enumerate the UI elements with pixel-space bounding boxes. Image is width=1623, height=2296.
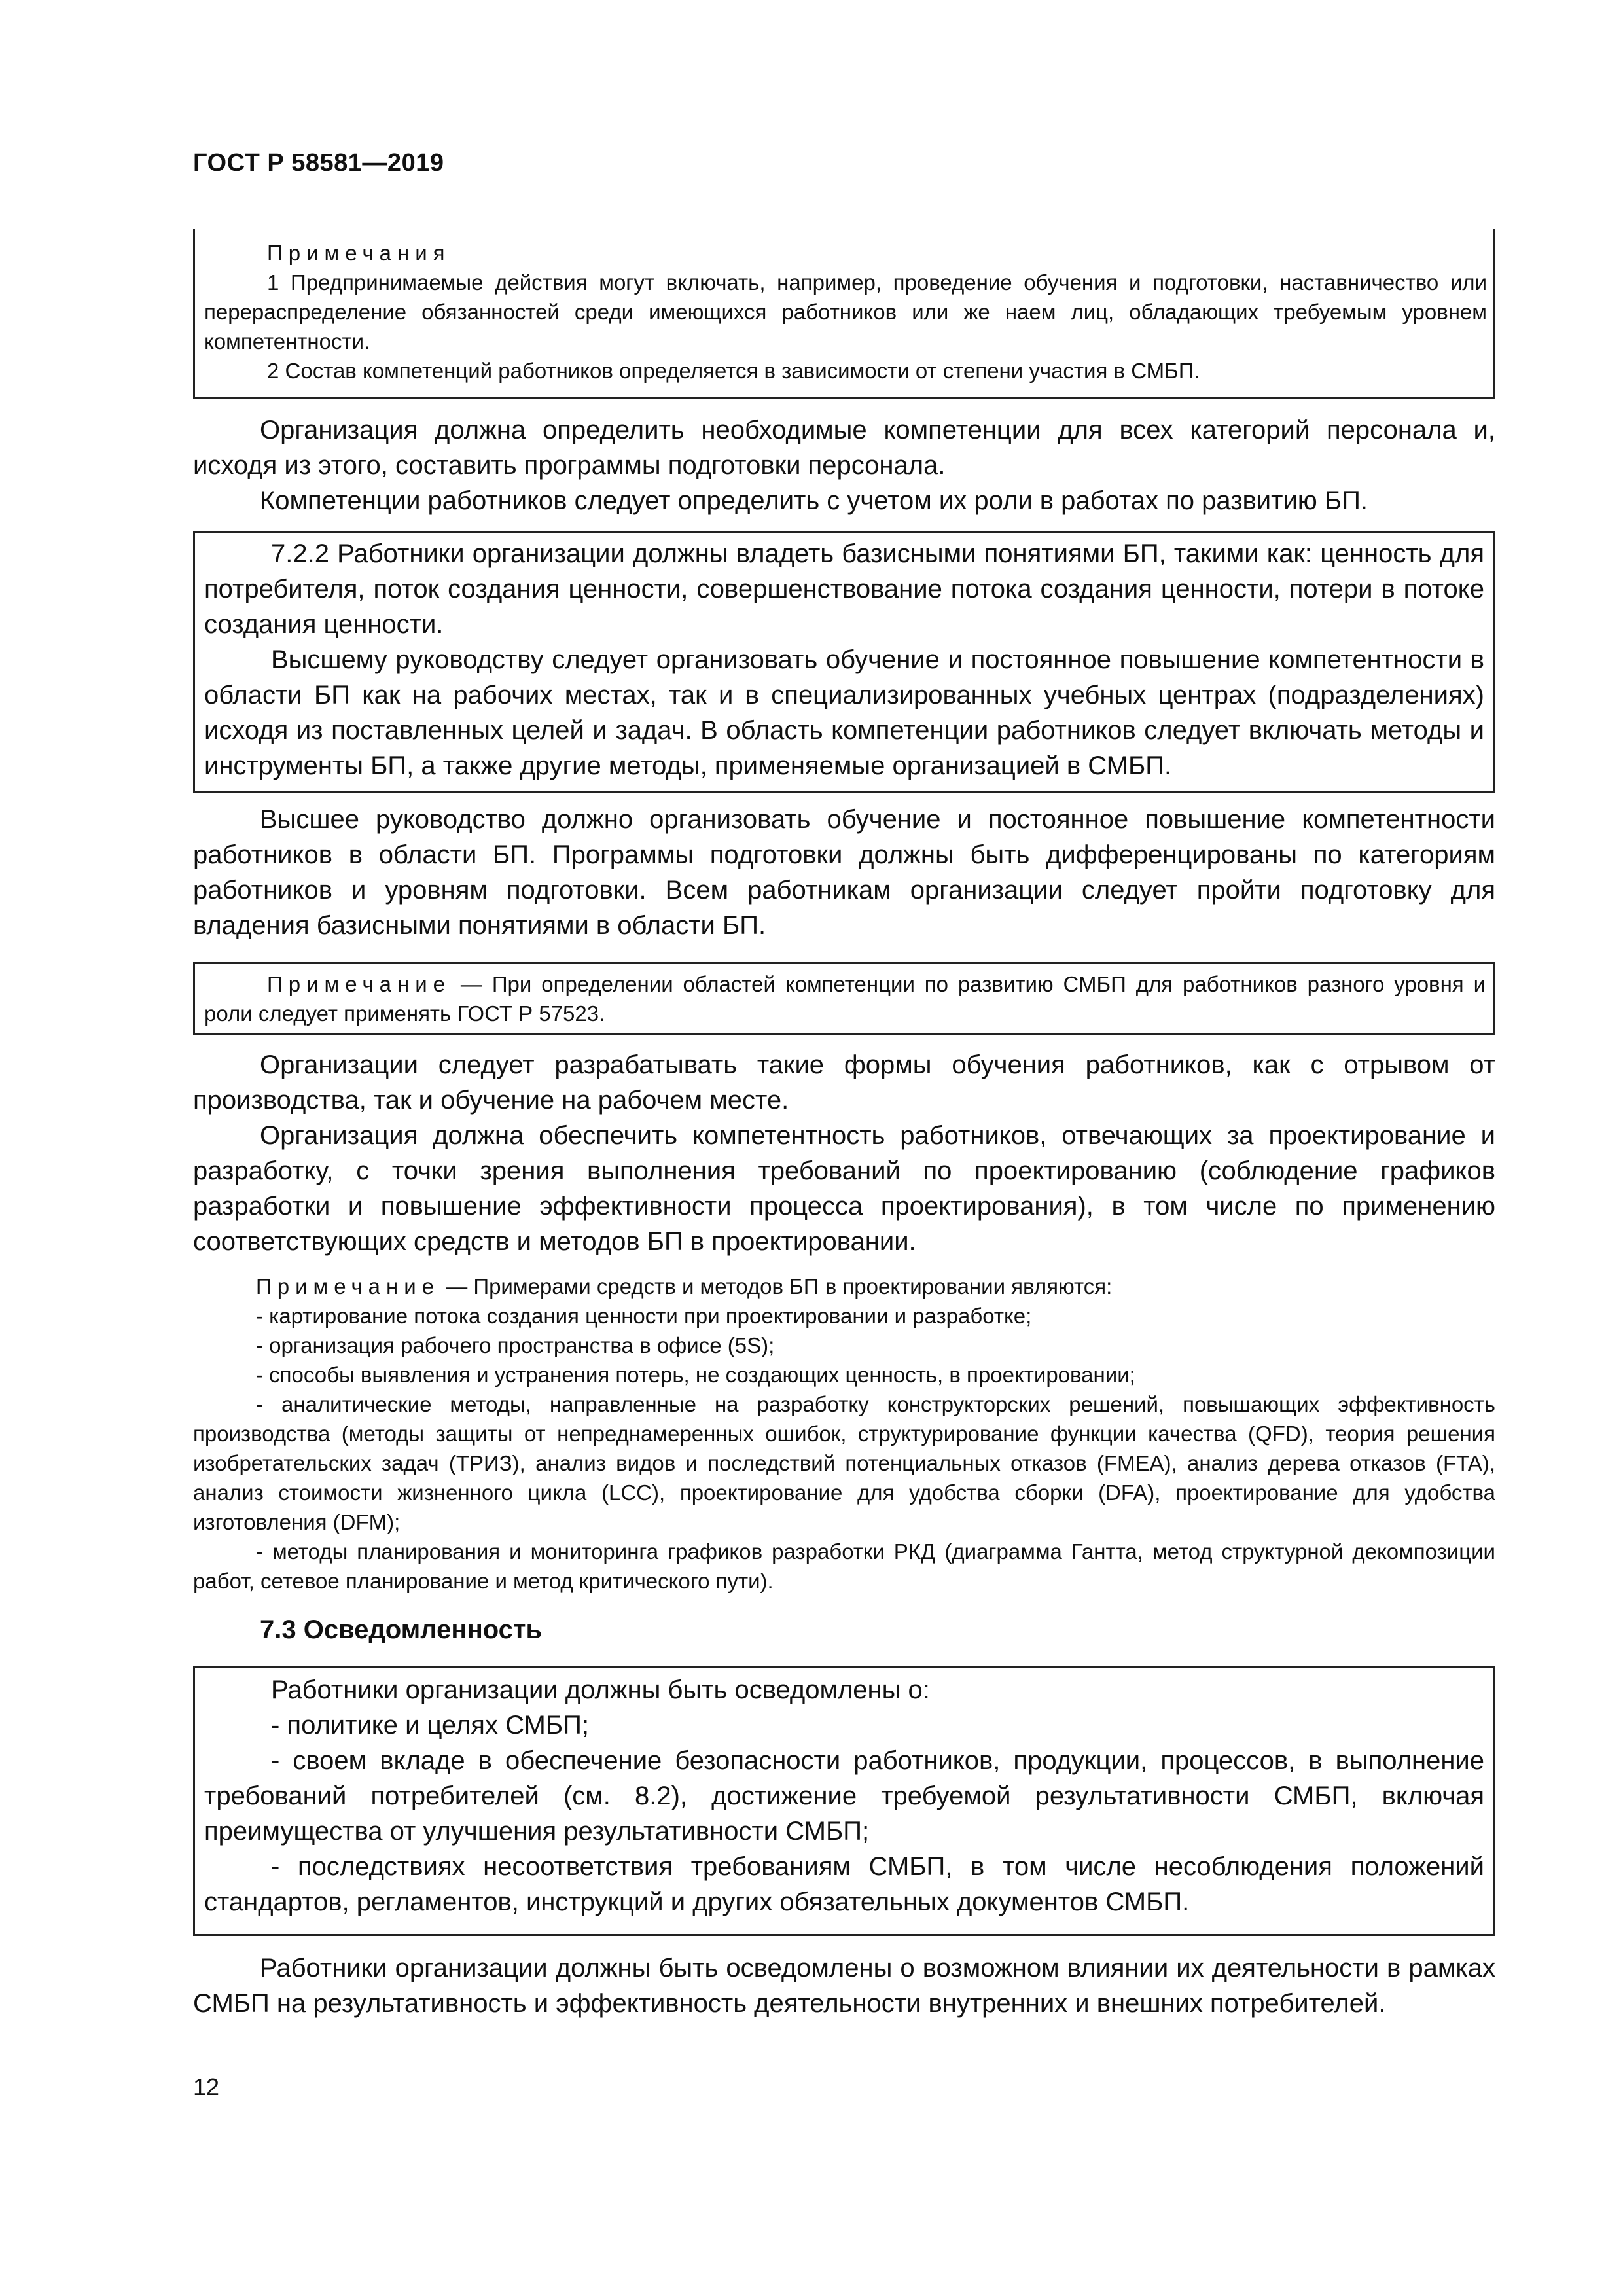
paragraph-group-2 bbox=[193, 802, 1495, 943]
section-heading-7-3: 7.3 Осведомленность bbox=[260, 1615, 543, 1644]
clause-7-2-2-text: 7.2.2 Работники организации должны владеть базисными понятиями БП, такими как: ценность для потребителя, поток создания ценности, совершенствование потока создания ценности, потери в потоке создания ценности. bbox=[204, 539, 1484, 639]
paragraph: Компетенции работников следует определить с учетом их роли в работах по развитию БП. bbox=[260, 486, 1368, 515]
list-item: - методы планирования и мониторинга графиков разработки РКД (диаграмма Гантта, метод структурной декомпозиции работ, сетевое планирование и метод критического пути). bbox=[193, 1539, 1495, 1593]
note-2-body: — При определении областей компетенции по развитию СМБП для работников разного уровня и роли следует применять ГОСТ Р 57523. bbox=[204, 972, 1486, 1026]
note-2-label: Примечание bbox=[267, 972, 452, 996]
note-3-intro: Примечание — Примерами средств и методов БП в проектировании являются: bbox=[256, 1274, 1113, 1299]
list-item: - последствиях несоответствия требованиям СМБП, в том числе несоблюдения положений стандартов, регламентов, инструкций и других обязательных документов СМБП. bbox=[204, 1852, 1484, 1916]
clause-box-7-3 bbox=[193, 1666, 1495, 1936]
paragraph: Работники организации должны быть осведомлены о возможном влиянии их деятельности в рамках СМБП на результативность и эффективность деятельности внутренних и внешних потребителей. bbox=[193, 1954, 1495, 2018]
clause-7-2-2-text-2: Высшему руководству следует организовать обучение и постоянное повышение компетентности в области БП как на рабочих местах, так и в специализированных учебных центрах (подразделениях) исходя из поставленных целей и задач. В область компетенции работников следует включать методы и инструменты БП, а также другие методы, применяемые организацией в СМБП. bbox=[204, 645, 1484, 780]
list-item: - политике и целях СМБП; bbox=[271, 1711, 589, 1740]
paragraph: Организация должна определить необходимые компетенции для всех категорий персонала и, исходя из этого, составить программы подготовки персонала. bbox=[193, 416, 1495, 480]
page-header-title: ГОСТ Р 58581—2019 bbox=[193, 149, 444, 177]
paragraph: Организации следует разрабатывать такие формы обучения работников, как с отрывом от производства, так и обучение на рабочем месте. bbox=[193, 1050, 1495, 1115]
list-item: - картирование потока создания ценности при проектировании и разработке; bbox=[256, 1304, 1032, 1328]
list-item: - способы выявления и устранения потерь, не создающих ценность, в проектировании; bbox=[256, 1363, 1135, 1387]
paragraph-group-4 bbox=[193, 1950, 1495, 2021]
paragraph-group-3 bbox=[193, 1047, 1495, 1259]
note-3 bbox=[193, 1272, 1495, 1596]
note-box-2 bbox=[193, 962, 1495, 1035]
list-item: - организация рабочего пространства в офисе (5S); bbox=[256, 1333, 775, 1357]
box-7-3-intro: Работники организации должны быть осведомлены о: bbox=[271, 1676, 930, 1704]
note-item-2: 2 Состав компетенций работников определяется в зависимости от степени участия в СМБП. bbox=[267, 359, 1200, 383]
notes-label: Примечания bbox=[267, 241, 451, 265]
page-number: 12 bbox=[193, 2073, 220, 2100]
list-item: - своем вкладе в обеспечение безопасности работников, продукции, процессов, в выполнение требований потребителей (см. 8.2), достижение требуемой результативности СМБП, включая преимущества от улучшения результативности СМБП; bbox=[204, 1746, 1484, 1846]
clause-box-7-2-2 bbox=[193, 531, 1495, 793]
paragraph: Высшее руководство должно организовать обучение и постоянное повышение компетентности работников в области БП. Программы подготовки должны быть дифференцированы по категориям работников и уровням подготовки. Всем работникам организации следует пройти подготовку для владения базисными понятиями в области БП. bbox=[193, 805, 1495, 940]
paragraph: Организация должна обеспечить компетентность работников, отвечающих за проектирование и разработку, с точки зрения выполнения требований по проектированию (соблюдение графиков разработки и повышение эффективности процесса проектирования), в том числе по применению соответствующих средств и методов БП в проектировании. bbox=[193, 1121, 1495, 1256]
paragraph-group-1 bbox=[193, 412, 1495, 518]
note-3-label: Примечание bbox=[256, 1274, 440, 1299]
document-page bbox=[193, 0, 1495, 2296]
list-item: - аналитические методы, направленные на разработку конструкторских решений, повышающих эффективность производства (методы защиты от непреднамеренных ошибок, структурирование функции качества (QFD), теория решения изобретательских задач (ТРИЗ), анализ видов и последствий потенциальных отказов (FMEA), анализ дерева отказов (FTA), анализ стоимости жизненного цикла (LCC), проектирование для удобства сборки (DFA), проектирование для удобства изготовления (DFM); bbox=[193, 1392, 1495, 1534]
note-item-1: 1 Предпринимаемые действия могут включать, например, проведение обучения и подготовки, наставничество или перераспределение обязанностей среди имеющихся работников или же наем лиц, обладающих требуемым уровнем компетентности. bbox=[204, 270, 1487, 353]
notes-box-1 bbox=[193, 229, 1495, 399]
note-2-text bbox=[204, 969, 1486, 1028]
